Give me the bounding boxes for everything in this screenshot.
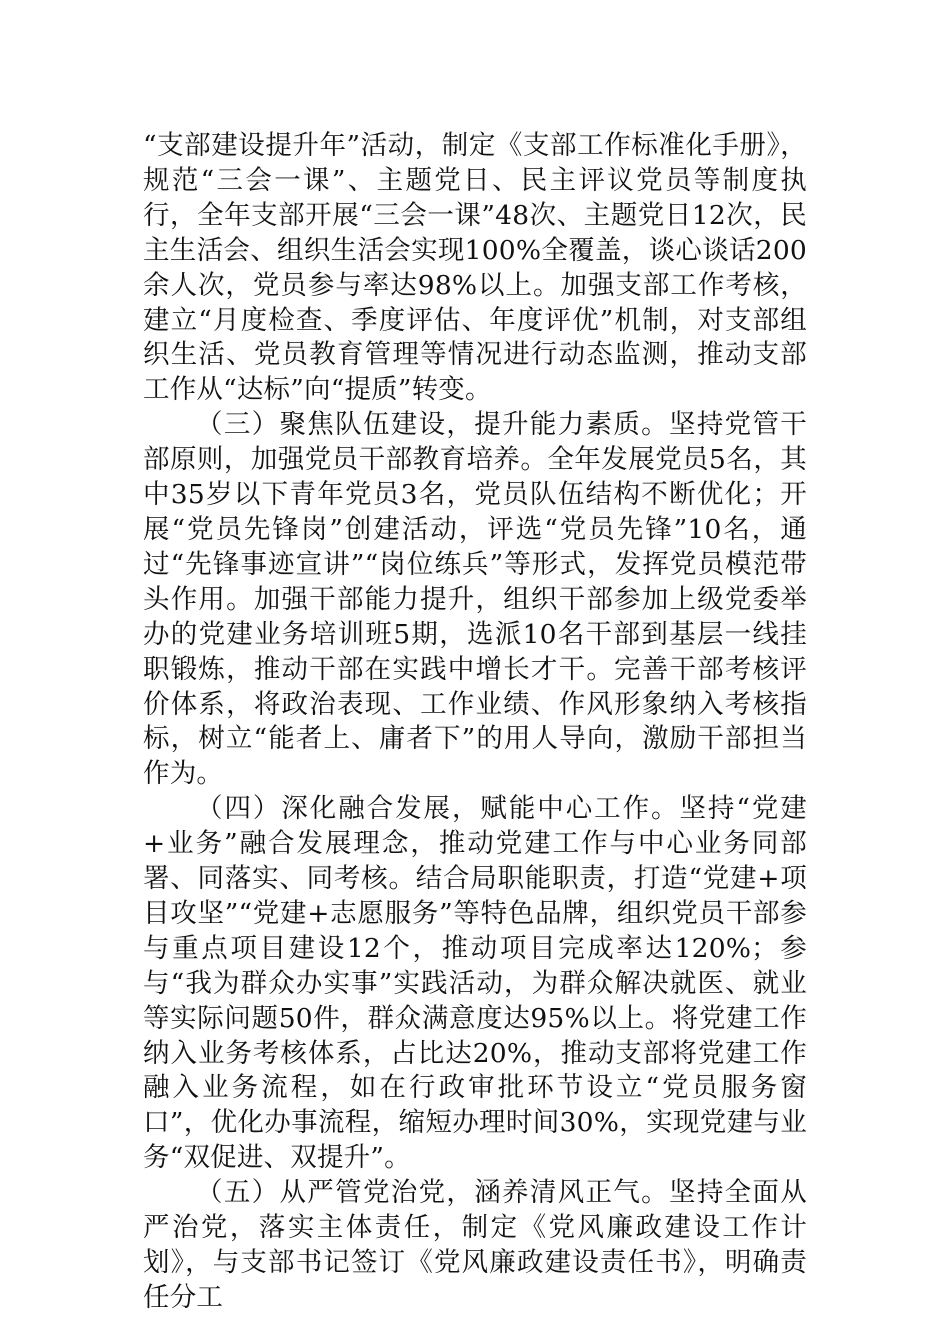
paragraph-strict-governance: （五）从严管党治党，涵养清风正气。坚持全面从严治党，落实主体责任，制定《党风廉政建设工作计划》，与支部书记签订《党风廉政建设责任书》，明确责任分工 xyxy=(143,1177,807,1313)
paragraph-integrated-development: （四）深化融合发展，赋能中心工作。坚持“党建+业务”融合发展理念，推动党建工作与中心业务同部署、同落实、同考核。结合局职能职责，打造“党建+项目攻坚”“党建+志愿服务”等特色品牌，组织党员干部参与重点项目建设12个，推动项目完成率达120%；参与“我为群众办实事”实践活动，为群众解决就医、就业等实际问题50件，群众满意度达95%以上。将党建工作纳入业务考核体系，占比达20%，推动支部将党建工作融入业务流程，如在行政审批环节设立“党员服务窗口”，优化办事流程，缩短办理时间30%，实现党建与业务“双促进、双提升”。 xyxy=(143,793,807,1174)
document-body xyxy=(143,129,807,1316)
paragraph-team-building: （三）聚焦队伍建设，提升能力素质。坚持党管干部原则，加强党员干部教育培养。全年发展党员5名，其中35岁以下青年党员3名，党员队伍结构不断优化；开展“党员先锋岗”创建活动，评选“党员先锋”10名，通过“先锋事迹宣讲”“岗位练兵”等形式，发挥党员模范带头作用。加强干部能力提升，组织干部参加上级党委举办的党建业务培训班5期，选派10名干部到基层一线挂职锻炼，推动干部在实践中增长才干。完善干部考核评价体系，将政治表现、工作业绩、作风形象纳入考核指标，树立“能者上、庸者下”的用人导向，激励干部担当作为。 xyxy=(143,409,807,790)
paragraph-branch-building: “支部建设提升年”活动，制定《支部工作标准化手册》，规范“三会一课”、主题党日、民主评议党员等制度执行，全年支部开展“三会一课”48次、主题党日12次，民主生活会、组织生活会实现100%全覆盖，谈心谈话200余人次，党员参与率达98%以上。加强支部工作考核，建立“月度检查、季度评估、年度评优”机制，对支部组织生活、党员教育管理等情况进行动态监测，推动支部工作从“达标”向“提质”转变。 xyxy=(143,130,807,406)
